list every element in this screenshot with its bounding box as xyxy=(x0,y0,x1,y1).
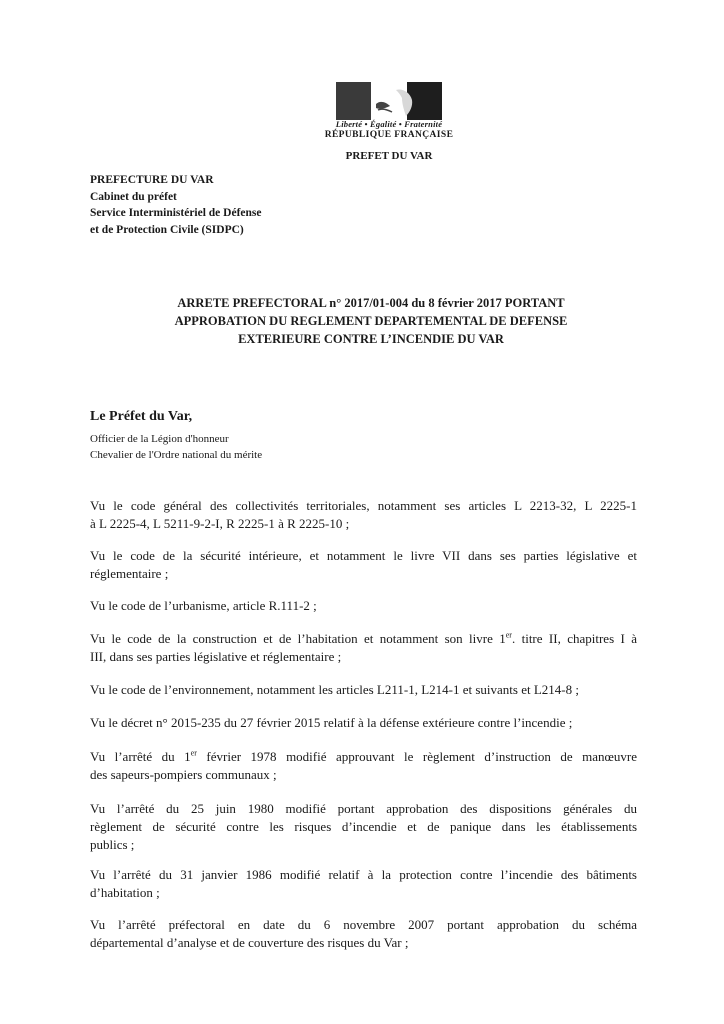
paragraph-line: des sapeurs-pompiers communaux ; xyxy=(90,767,277,782)
paragraph-line xyxy=(90,748,637,766)
paragraph-line: Vu le code de l’environnement, notamment les articles L211-1, L214-1 et suivants et L214-8 ; xyxy=(90,682,579,697)
visa-paragraph xyxy=(90,748,637,784)
paragraph-line: III, dans ses parties législative et réglementaire ; xyxy=(90,649,342,664)
visa-paragraph xyxy=(90,866,637,902)
decree-title xyxy=(90,294,652,348)
paragraph-line-text: Vu l’arrêté du 1er février 1978 modifié approuvant le règlement d’instruction de manœuvre xyxy=(90,748,637,764)
visa-paragraph xyxy=(90,597,637,615)
visa-paragraph xyxy=(90,547,637,583)
title-line: ARRETE PREFECTORAL n° 2017/01-004 du 8 février 2017 PORTANT xyxy=(177,296,565,310)
paragraph-line: publics ; xyxy=(90,837,135,852)
paragraph-line xyxy=(90,630,637,648)
paragraph-line: Vu le code de l’urbanisme, article R.111-2 ; xyxy=(90,598,317,613)
paragraph-line-text: Vu le code de la construction et de l’habitation et notamment son livre 1er. titre II, chapitres I à xyxy=(90,630,637,646)
visa-paragraph xyxy=(90,681,637,699)
paragraph-line: à L 2225-4, L 5211-9-2-I, R 2225-1 à R 2225-10 ; xyxy=(90,516,350,531)
prefet-titles xyxy=(90,431,262,463)
marianne-logo xyxy=(336,82,442,120)
visa-paragraph xyxy=(90,800,637,854)
service-line: Service Interministériel de Défense xyxy=(90,207,262,219)
paragraph-line: départemental d’analyse et de couverture des risques du Var ; xyxy=(90,935,409,950)
title-line: EXTERIEURE CONTRE L’INCENDIE DU VAR xyxy=(238,332,504,346)
visa-paragraph xyxy=(90,497,637,533)
prefet-title-line: Chevalier de l'Ordre national du mérite xyxy=(90,449,263,461)
title-line: APPROBATION DU REGLEMENT DEPARTEMENTAL DE DEFENSE xyxy=(174,314,568,328)
visa-paragraph xyxy=(90,714,637,732)
paragraph-line: d’habitation ; xyxy=(90,885,160,900)
service-line: et de Protection Civile (SIDPC) xyxy=(90,223,244,236)
paragraph-line: Vu le décret n° 2015-235 du 27 février 2015 relatif à la défense extérieure contre l’incendie ; xyxy=(90,715,573,730)
paragraph-line: Vu le code général des collectivités territoriales, notamment ses articles L 2213-32, L 2225-1 xyxy=(90,498,637,513)
paragraph-line: réglementaire ; xyxy=(90,566,169,581)
republique-francaise-label: RÉPUBLIQUE FRANÇAISE xyxy=(324,130,454,140)
service-header xyxy=(90,172,261,238)
prefet-name: Le Préfet du Var, xyxy=(90,409,193,424)
ordinal-superscript: er xyxy=(505,630,512,640)
paragraph-line: Vu le code de la sécurité intérieure, et notamment le livre VII dans ses parties législative et xyxy=(90,548,637,563)
republic-motto: Liberté • Égalité • Fraternité xyxy=(335,119,443,129)
service-line: Cabinet du préfet xyxy=(90,190,177,203)
service-line: PREFECTURE DU VAR xyxy=(90,174,214,186)
visa-paragraph xyxy=(90,630,637,666)
prefet-title-line: Officier de la Légion d'honneur xyxy=(90,433,229,445)
prefet-du-var-label: PREFET DU VAR xyxy=(345,150,433,162)
paragraph-line: Vu l’arrêté du 25 juin 1980 modifié portant approbation des dispositions générales du xyxy=(90,801,637,816)
visa-paragraph xyxy=(90,916,637,952)
ordinal-superscript: er xyxy=(190,748,197,758)
paragraph-line: Vu l’arrêté préfectoral en date du 6 novembre 2007 portant approbation du schéma xyxy=(90,917,637,932)
paragraph-line: Vu l’arrêté du 31 janvier 1986 modifié relatif à la protection contre l’incendie des bâtiments xyxy=(90,867,637,882)
paragraph-line: règlement de sécurité contre les risques d’incendie et de panique dans les établissements xyxy=(90,819,637,834)
